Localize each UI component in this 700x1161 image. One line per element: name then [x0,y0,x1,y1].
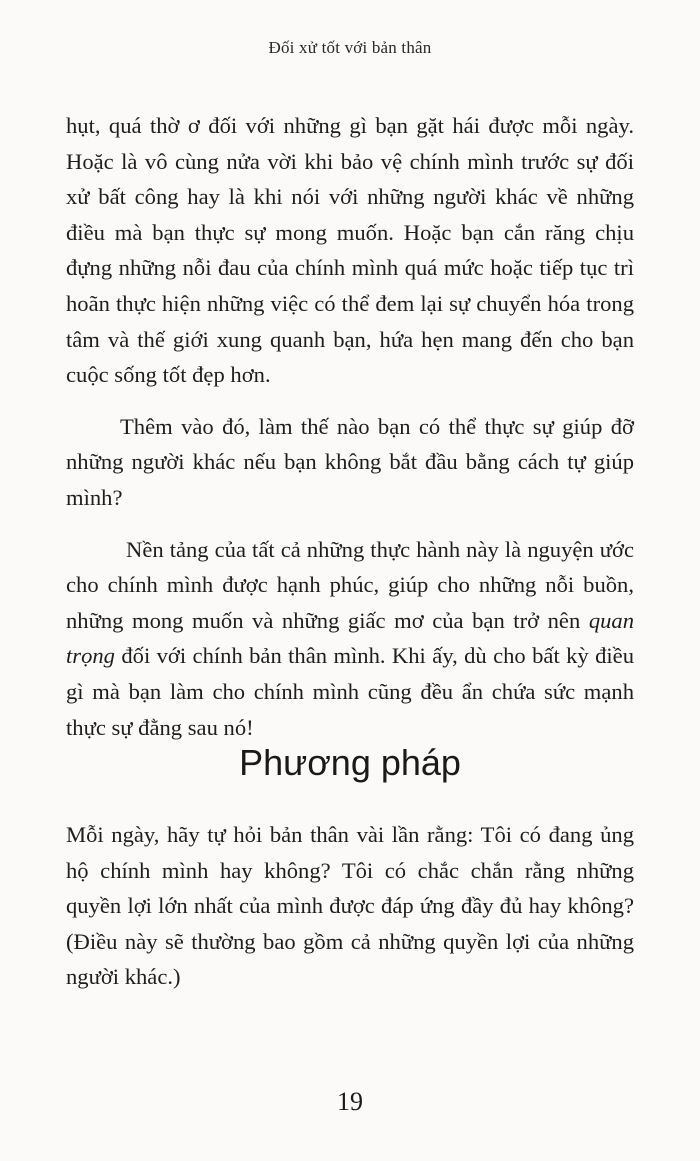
body-text [66,108,634,745]
paragraph-3 [66,532,634,746]
page-number: 19 [337,1087,363,1116]
paragraph-3-text-end: đối với chính bản thân mình. Khi ấy, dù cho bất kỳ điều gì mà bạn làm cho chính mình cũng đều ẩn chứa sức mạnh thực sự đằng sau nó! [66,643,634,740]
running-head: Đối xử tốt với bản thân [268,38,432,57]
method-paragraph: Mỗi ngày, hãy tự hỏi bản thân vài lần rằng: Tôi có đang ủng hộ chính mình hay không? Tôi có chắc chắn rằng những quyền lợi lớn nhất của mình được đáp ứng đầy đủ hay không? (Điều này sẽ thường bao gồm cả những quyền lợi của những người khác.) [66,822,634,990]
section-heading: Phương pháp [239,742,461,783]
paragraph-2: Thêm vào đó, làm thế nào bạn có thể thực sự giúp đỡ những người khác nếu bạn không bắt đầu bằng cách tự giúp mình? [66,413,634,510]
paragraph-1: hụt, quá thờ ơ đối với những gì bạn gặt hái được mỗi ngày. Hoặc là vô cùng nửa vời khi bảo vệ chính mình trước sự đối xử bất công hay là khi nói với những người khác về những điều mà bạn thực sự mong muốn. Hoặc bạn cắn răng chịu đựng những nỗi đau của chính mình quá mức hoặc tiếp tục trì hoãn thực hiện những việc có thể đem lại sự chuyển hóa trong tâm và thế giới xung quanh bạn, hứa hẹn mang đến cho bạn cuộc sống tốt đẹp hơn. [66,113,634,388]
paragraph-3-text-start: Nền tảng của tất cả những thực hành này là nguyện ước cho chính mình được hạnh phúc, giúp cho những nỗi buồn, những mong muốn và những giấc mơ của bạn trở nên [66,536,634,633]
paragraph-3-emphasis: quan trọng [66,607,634,669]
